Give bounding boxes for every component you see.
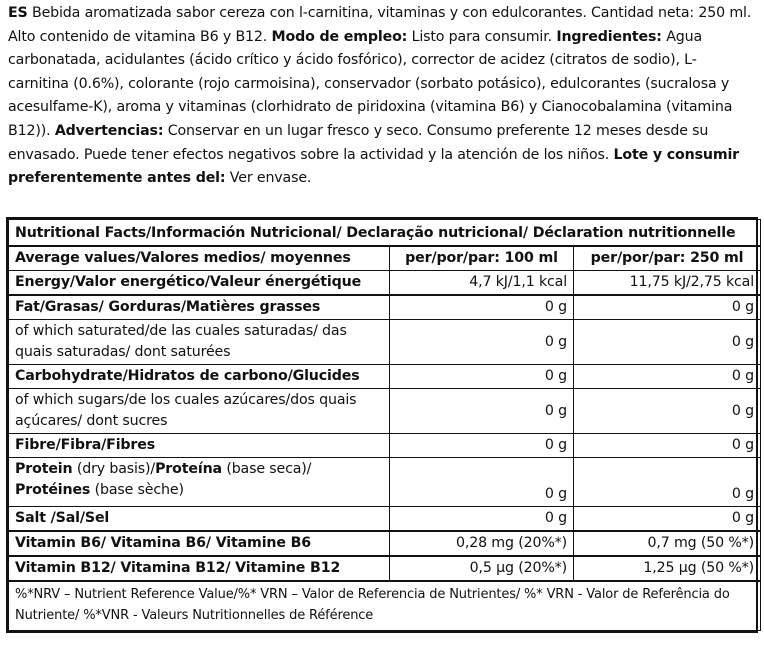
value-250ml: 0 g — [574, 507, 761, 532]
row-label: Vitamin B6/ Vitamina B6/ Vitamine B6 — [9, 531, 390, 556]
header-label: Average values/Valores medios/ moyennes — [9, 246, 390, 271]
header-100ml: per/por/par: 100 ml — [390, 246, 574, 271]
table-row — [9, 389, 761, 434]
protein-es-note: (base seca)/ — [221, 461, 312, 477]
description-text: Bebida aromatizada sabor cereza con l-carnitina, vitaminas y con edulcorantes. Cantidad neta: 250 ml. Alto contenido de vitamina B6 y B12. — [8, 5, 752, 45]
value-250ml: 0 g — [574, 458, 761, 507]
value-100ml: 0 g — [390, 389, 574, 434]
nrv-footnote: %*NRV – Nutrient Reference Value/%* VRN – Valor de Referencia de Nutrientes/ %* VRN - Valor de Referência do Nutriente/ %*VNR - Valeurs Nutritionnelles de Référence — [9, 581, 761, 631]
usage-label: Modo de empleo: — [271, 28, 408, 45]
protein-es: Proteína — [155, 461, 222, 477]
table-row — [9, 365, 761, 389]
table-row — [9, 531, 761, 556]
value-250ml: 0 g — [574, 389, 761, 434]
value-100ml: 0 g — [390, 320, 574, 365]
header-250ml: per/por/par: 250 ml — [574, 246, 761, 271]
table-title-row — [9, 220, 761, 247]
usage-text: Listo para consumir. — [411, 28, 552, 45]
value-250ml: 0 g — [574, 320, 761, 365]
row-label: Carbohydrate/Hidratos de carbono/Glucides — [9, 365, 390, 389]
value-100ml: 0,5 µg (20%*) — [390, 556, 574, 581]
row-label: Vitamin B12/ Vitamina B12/ Vitamine B12 — [9, 556, 390, 581]
value-100ml: 0,28 mg (20%*) — [390, 531, 574, 556]
table-row — [9, 458, 761, 507]
row-label: Fibre/Fibra/Fibres — [9, 434, 390, 458]
table-row — [9, 507, 761, 532]
value-100ml: 0 g — [390, 365, 574, 389]
table-row — [9, 271, 761, 296]
table-row — [9, 295, 761, 320]
language-code: ES — [8, 5, 28, 21]
row-label: of which saturated/de las cuales saturadas/ das quais saturadas/ dont saturées — [9, 320, 390, 365]
row-label: of which sugars/de los cuales azúcares/dos quais açúcares/ dont sucres — [9, 389, 390, 434]
value-100ml: 0 g — [390, 434, 574, 458]
value-250ml: 0 g — [574, 295, 761, 320]
lot-label: Lote y consumir preferentemente antes del: — [8, 146, 740, 187]
ingredients-text: Agua carbonatada, acidulantes (ácido crítico y ácido fosfórico), corrector de acidez (citratos de sodio), L- carnitina (0.6%), colorante (rojo carmoisina), conservador (sorbato potásico), edulcorantes (sucralosa y acesulfame-K), aroma y vitaminas (clorhidrato de piridoxina (vitamina B6) y Cianocobalamina (vitamina B12)). — [8, 28, 733, 139]
value-100ml: 0 g — [390, 458, 574, 507]
table-header-row — [9, 246, 761, 271]
table-row — [9, 320, 761, 365]
value-100ml: 0 g — [390, 507, 574, 532]
protein-fr: Protéines — [15, 482, 91, 498]
ingredients-label: Ingredientes: — [556, 28, 662, 45]
protein-en: Protein — [15, 461, 73, 477]
protein-en-note: (dry basis)/ — [72, 461, 156, 477]
value-250ml: 0,7 mg (50 %*) — [574, 531, 761, 556]
nutrition-table — [6, 217, 758, 633]
table-row — [9, 556, 761, 581]
value-250ml: 0 g — [574, 365, 761, 389]
row-label: Salt /Sal/Sel — [9, 507, 390, 532]
warnings-label: Advertencias: — [54, 122, 164, 139]
footnote-row — [9, 581, 761, 631]
warnings-text: Conservar en un lugar fresco y seco. Consumo preferente 12 meses desde su envasado. Puede tener efectos negativos sobre la actividad y la atención de los niños. — [8, 122, 709, 163]
product-description — [8, 2, 758, 191]
value-250ml: 0 g — [574, 434, 761, 458]
value-100ml: 4,7 kJ/1,1 kcal — [390, 271, 574, 296]
row-label: Fat/Grasas/ Gorduras/Matières grasses — [9, 295, 390, 320]
table-title: Nutritional Facts/Información Nutricional/ Declaração nutricional/ Déclaration nutritionnelle — [9, 220, 761, 247]
row-label: Energy/Valor energético/Valeur énergétique — [9, 271, 390, 296]
lot-text: Ver envase. — [229, 170, 312, 187]
value-250ml: 1,25 µg (50 %*) — [574, 556, 761, 581]
table-row — [9, 434, 761, 458]
row-label-protein — [9, 458, 390, 507]
value-250ml: 11,75 kJ/2,75 kcal — [574, 271, 761, 296]
value-100ml: 0 g — [390, 295, 574, 320]
protein-fr-note: (base sèche) — [90, 482, 184, 498]
